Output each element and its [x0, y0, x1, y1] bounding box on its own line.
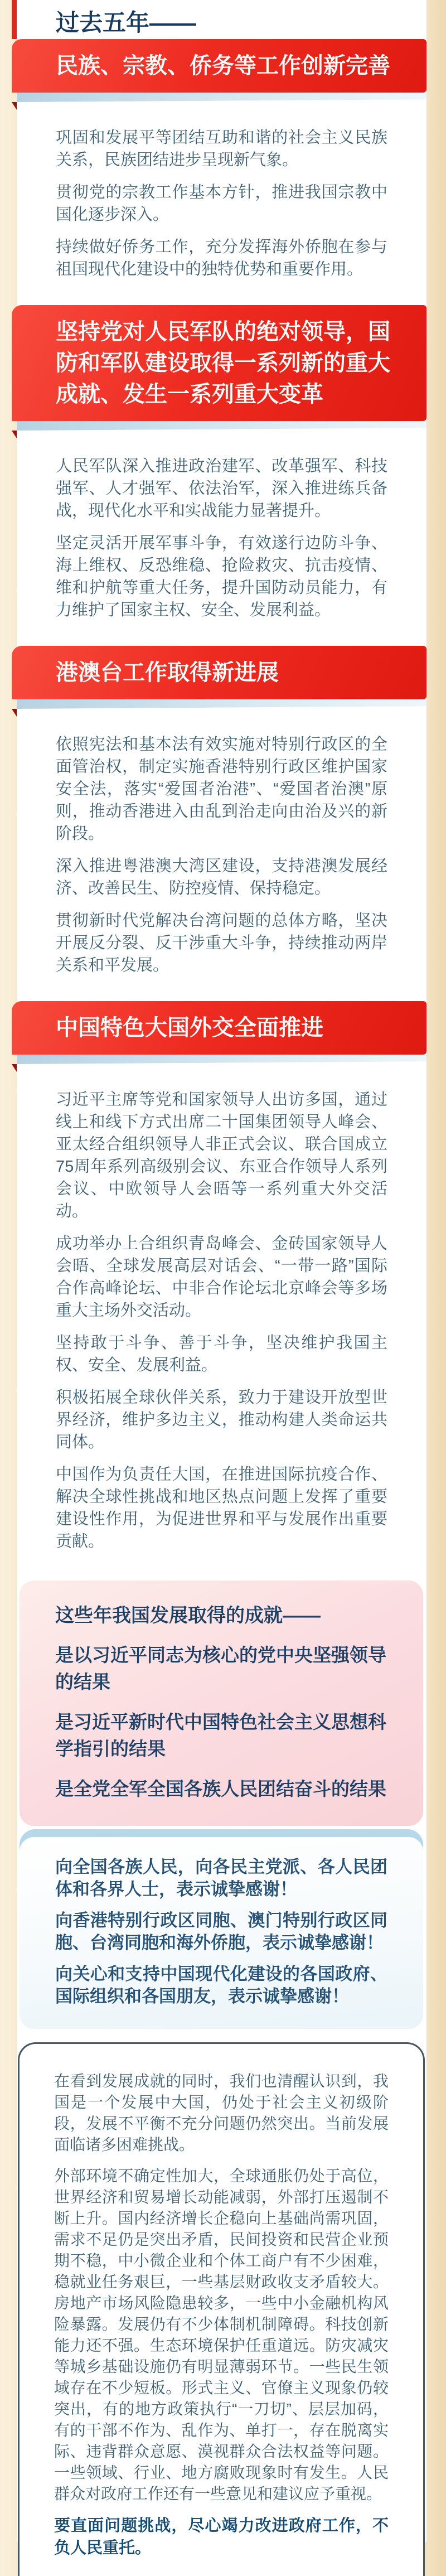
banner-shadow-band	[17, 1055, 426, 1064]
lead-title: 过去五年——	[56, 9, 197, 36]
banner-text: 民族、宗教、侨务等工作创新完善	[12, 39, 426, 93]
content-card	[17, 0, 426, 2557]
ribbon-remnant-strip	[12, 0, 17, 39]
paragraph: 贯彻新时代党解决台湾问题的总体方略，坚决开展反分裂、反干涉重大斗争，持续推动两岸关系和平发展。	[56, 912, 387, 974]
thanks-item: 向全国各族人民，向各民主党派、各人民团体和各界人士，表示诚挚感谢！	[55, 1857, 387, 1899]
outlook-paragraph: 在看到发展成就的同时，我们也清醒认识到，我国是一个发展中大国，仍处于社会主义初级阶段，发展不平衡不充分问题仍然突出。当前发展面临诸多困难挑战。	[54, 2072, 389, 2153]
paragraph: 依照宪法和基本法有效实施对特别行政区的全面管治权，制定实施香港特别行政区维护国家安全法，落实“爱国者治港”、“爱国者治澳”原则，推动香港进入由乱到治走向由治及兴的新阶段。	[56, 736, 387, 843]
thanks-box	[20, 1829, 423, 2029]
banner-text: 中国特色大国外交全面推进	[12, 1001, 426, 1055]
banner-fold	[12, 709, 17, 717]
outlook-paragraph: 外部环境不确定性加大，全球通胀仍处于高位，世界经济和贸易增长动能减弱，外部打压遏制不断上升。国内经济增长企稳向上基础尚需巩固，需求不足仍是突出矛盾，民间投资和民营企业预期不稳，中小微企业和个体工商户有不少困难，稳就业任务艰巨，一些基层财政收支矛盾较大。房地产市场风险隐患较多，一些中小金融机构风险暴露。发展仍有不少体制机制障碍。科技创新能力还不强。生态环境保护任重道远。防灾减灾等城乡基础设施仍有明显薄弱环节。一些民生领域存在不少短板。形式主义、官僚主义现象仍较突出，有的地方政策执行“一刀切”、层层加码，有的干部不作为、乱作为、单打一，存在脱离实际、违背群众意愿、漠视群众合法权益等问题。一些领域、行业、地方腐败现象时有发生。人民群众对政府工作还有一些意见和建议应予重视。	[54, 2167, 389, 2502]
paragraph: 中国作为负责任大国，在推进国际抗疫合作、解决全球性挑战和地区热点问题上发挥了重要建设性作用，为促进世界和平与发展作出重要贡献。	[56, 1466, 387, 1550]
section-banner-ethnic-religious	[17, 39, 426, 102]
paragraph: 巩固和发展平等团结互助和谐的社会主义民族关系，民族团结进步呈现新气象。	[56, 129, 387, 169]
banner-shadow-band	[17, 93, 426, 102]
section-banner-military	[17, 305, 426, 431]
banner-text: 港澳台工作取得新进展	[12, 646, 426, 699]
paragraph: 坚持敢于斗争、善于斗争，坚决维护我国主权、安全、发展利益。	[56, 1334, 387, 1374]
thanks-item: 向香港特别行政区同胞、澳门特别行政区同胞、台湾同胞和海外侨胞，表示诚挚感谢！	[55, 1911, 387, 1952]
outlook-emphasis: 要直面问题挑战，尽心竭力改进政府工作，不负人民重托。	[54, 2517, 389, 2557]
achievements-title: 这些年我国发展取得的成就——	[55, 1605, 321, 1626]
paragraph: 深入推进粤港澳大湾区建设，支持港澳发展经济、改善民生、防控疫情、保持稳定。	[56, 857, 387, 897]
section-banner-hk-macao-taiwan	[17, 646, 426, 709]
paragraph: 成功举办上合组织青岛峰会、金砖国家领导人会晤、全球发展高层对话会、“一带一路”国际合作高峰论坛、中非合作论坛北京峰会等多场重大主场外交活动。	[56, 1235, 387, 1320]
banner-shadow-band	[17, 699, 426, 709]
achievement-item: 是习近平新时代中国特色社会主义思想科学指引的结果	[55, 1712, 386, 1759]
thanks-box-inner	[20, 1837, 423, 2029]
banner-text: 坚持党对人民军队的绝对领导，国防和军队建设取得一系列新的重大成就、发生一系列重大变革	[12, 305, 426, 421]
paragraph: 坚定灵活开展军事斗争，有效遂行边防斗争、海上维权、反恐维稳、抢险救灾、抗击疫情、维和护航等重大任务，提升国防动员能力，有力维护了国家主权、安全、发展利益。	[56, 534, 387, 619]
paragraph: 积极拓展全球伙伴关系，致力于建设开放型世界经济，维护多边主义，推动构建人类命运共同体。	[56, 1389, 387, 1451]
banner-fold	[12, 102, 17, 110]
banner-shadow-band	[17, 421, 426, 431]
section-banner-diplomacy	[17, 1001, 426, 1064]
achievements-box	[20, 1581, 423, 1826]
paragraph: 持续做好侨务工作，充分发挥海外侨胞在参与祖国现代化建设中的独特优势和重要作用。	[56, 238, 387, 278]
banner-fold	[12, 431, 17, 438]
paragraph: 习近平主席等党和国家领导人出访多国，通过线上和线下方式出席二十国集团领导人峰会、亚太经合组织领导人非正式会议、联合国成立75周年系列高级别会议、东亚合作领导人系列会议、中欧领导人会晤等一系列重大外交活动。	[56, 1091, 387, 1220]
achievement-item: 是以习近平同志为核心的党中央坚强领导的结果	[55, 1645, 386, 1692]
thanks-item: 向关心和支持中国现代化建设的各国政府、国际组织和各国朋友，表示诚挚感谢！	[55, 1964, 387, 2006]
outlook-box	[18, 2042, 425, 2576]
banner-fold	[12, 1064, 17, 1072]
paragraph: 人民军队深入推进政治建军、改革强军、科技强军、人才强军、依法治军，深入推进练兵备战，现代化水平和实战能力显著提升。	[56, 457, 387, 520]
paragraph: 贯彻党的宗教工作基本方针，推进我国宗教中国化逐步深入。	[56, 183, 387, 224]
achievement-item: 是全党全军全国各族人民团结奋斗的结果	[55, 1778, 386, 1799]
